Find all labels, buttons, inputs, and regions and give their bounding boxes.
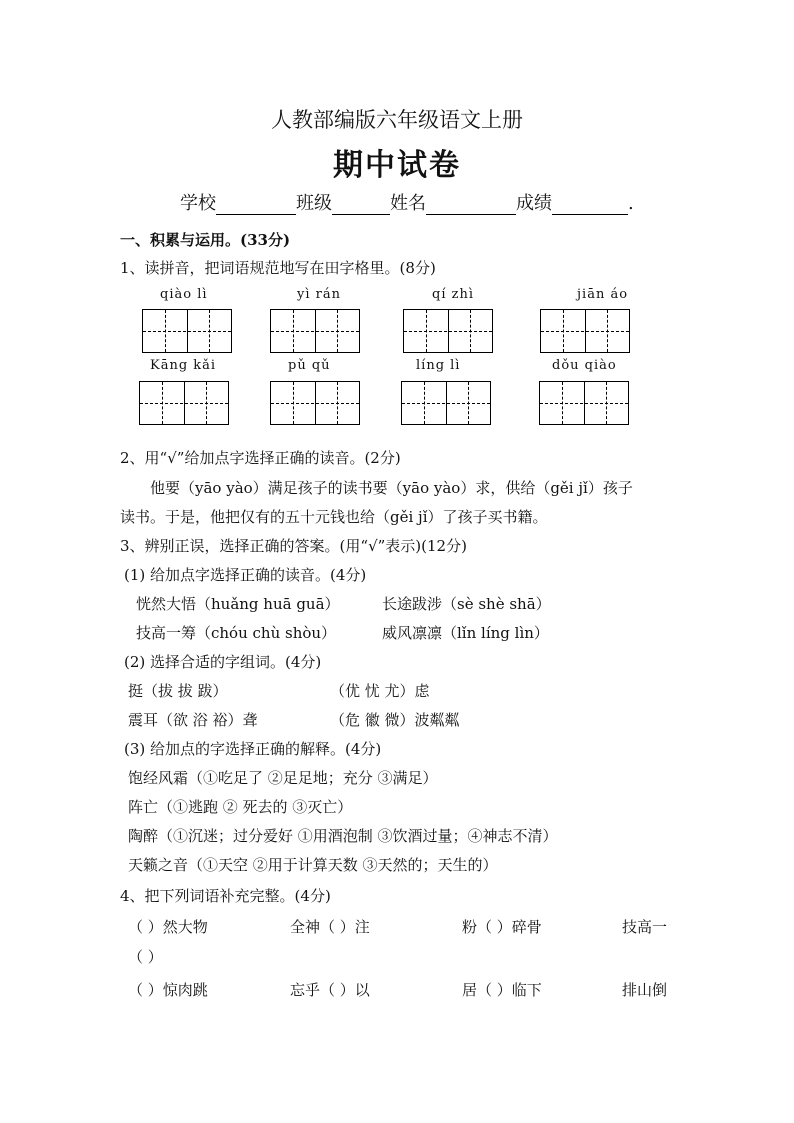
q3-part2-title: (2) 选择合适的字组词。(4分) (124, 653, 322, 671)
q3-part3-title: (3) 给加点的字选择正确的解释。(4分) (124, 740, 382, 758)
q4-item: 粉（ ）碎骨 (462, 918, 542, 936)
q3-option: 挺（拔 拔 跋） (128, 682, 228, 700)
q2-text-line2: 读书。于是，他把仅有的五十元钱也给（gěi jǐ）了孩子买书籍。 (120, 508, 548, 526)
tianzige-grid[interactable] (539, 381, 629, 425)
pinyin-label: qiào lì (160, 287, 208, 302)
q4-item-wrap: （ ） (128, 948, 163, 966)
tianzige-grid[interactable] (403, 309, 493, 353)
tianzige-grid[interactable] (401, 381, 491, 425)
pinyin-label: Kāng kǎi (150, 358, 217, 373)
tianzige-grid[interactable] (270, 381, 360, 425)
pinyin-label: yì rán (297, 287, 341, 302)
page-title: 人教部编版六年级语文上册 (271, 108, 523, 132)
q4-item: 忘乎（ ）以 (290, 981, 370, 999)
tianzige-grid[interactable] (270, 309, 360, 353)
name-blank[interactable] (426, 196, 516, 215)
q3-option: 阵亡（①逃跑 ② 死去的 ③灭亡） (128, 798, 353, 816)
q4-prompt: 4、把下列词语补充完整。(4分) (120, 887, 331, 905)
info-line (180, 189, 634, 215)
end-mark: . (628, 193, 634, 214)
q3-option: 技高一筹（chóu chù shòu） (136, 624, 337, 642)
q3-prompt: 3、辨别正误，选择正确的答案。(用“√”表示)(12分) (120, 537, 467, 555)
q4-item: （ ）惊肉跳 (128, 981, 208, 999)
q1-prompt: 1、读拼音，把词语规范地写在田字格里。(8分) (120, 259, 436, 277)
q4-item: 技高一 (622, 918, 668, 936)
tianzige-grid[interactable] (139, 381, 229, 425)
q2-prompt: 2、用“√”给加点字选择正确的读音。(2分) (120, 449, 401, 467)
q2-text-line1: 他要（yāo yào）满足孩子的读书要（yāo yào）求，供给（gěi jǐ）孩子 (150, 479, 633, 497)
class-label: 班级 (296, 193, 332, 214)
q3-option: 恍然大悟（huǎng huā guā） (136, 595, 340, 613)
q4-item: （ ）然大物 (128, 918, 208, 936)
section-heading: 一、积累与运用。(33分) (120, 231, 291, 249)
name-label: 姓名 (390, 193, 426, 214)
q3-option: 陶醉（①沉迷；过分爱好 ①用酒泡制 ③饮酒过量；④神志不清） (128, 827, 558, 845)
pinyin-label: qí zhì (432, 287, 474, 302)
q3-option: （危 徽 微）波粼粼 (330, 711, 460, 729)
pinyin-label: dǒu qiào (552, 358, 617, 373)
pinyin-label: pǔ qǔ (288, 358, 331, 373)
school-blank[interactable] (216, 196, 296, 215)
q4-item: 全神（ ）注 (290, 918, 370, 936)
q3-option: 天籁之音（①天空 ②用于计算天数 ③天然的；天生的） (128, 856, 498, 874)
pinyin-label: jiān áo (577, 287, 629, 302)
page-subtitle: 期中试卷 (333, 148, 461, 183)
q3-option: 威风凛凛（lǐn líng lìn） (382, 624, 549, 642)
q3-option: 饱经风霜（①吃足了 ②足足地；充分 ③满足） (128, 769, 438, 787)
school-label: 学校 (180, 193, 216, 214)
score-label: 成绩 (516, 193, 552, 214)
q4-item: 排山倒 (622, 981, 668, 999)
class-blank[interactable] (332, 196, 390, 215)
score-blank[interactable] (552, 196, 628, 215)
tianzige-grid[interactable] (142, 309, 232, 353)
tianzige-grid[interactable] (540, 309, 630, 353)
q3-option: （优 忧 尤）虑 (330, 682, 430, 700)
q3-option: 震耳（欲 浴 裕）聋 (128, 711, 258, 729)
pinyin-label: líng lì (416, 358, 461, 373)
q3-part1-title: (1) 给加点字选择正确的读音。(4分) (124, 566, 367, 584)
q3-option: 长途跋涉（sè shè shā） (382, 595, 551, 613)
q4-item: 居（ ）临下 (462, 981, 542, 999)
